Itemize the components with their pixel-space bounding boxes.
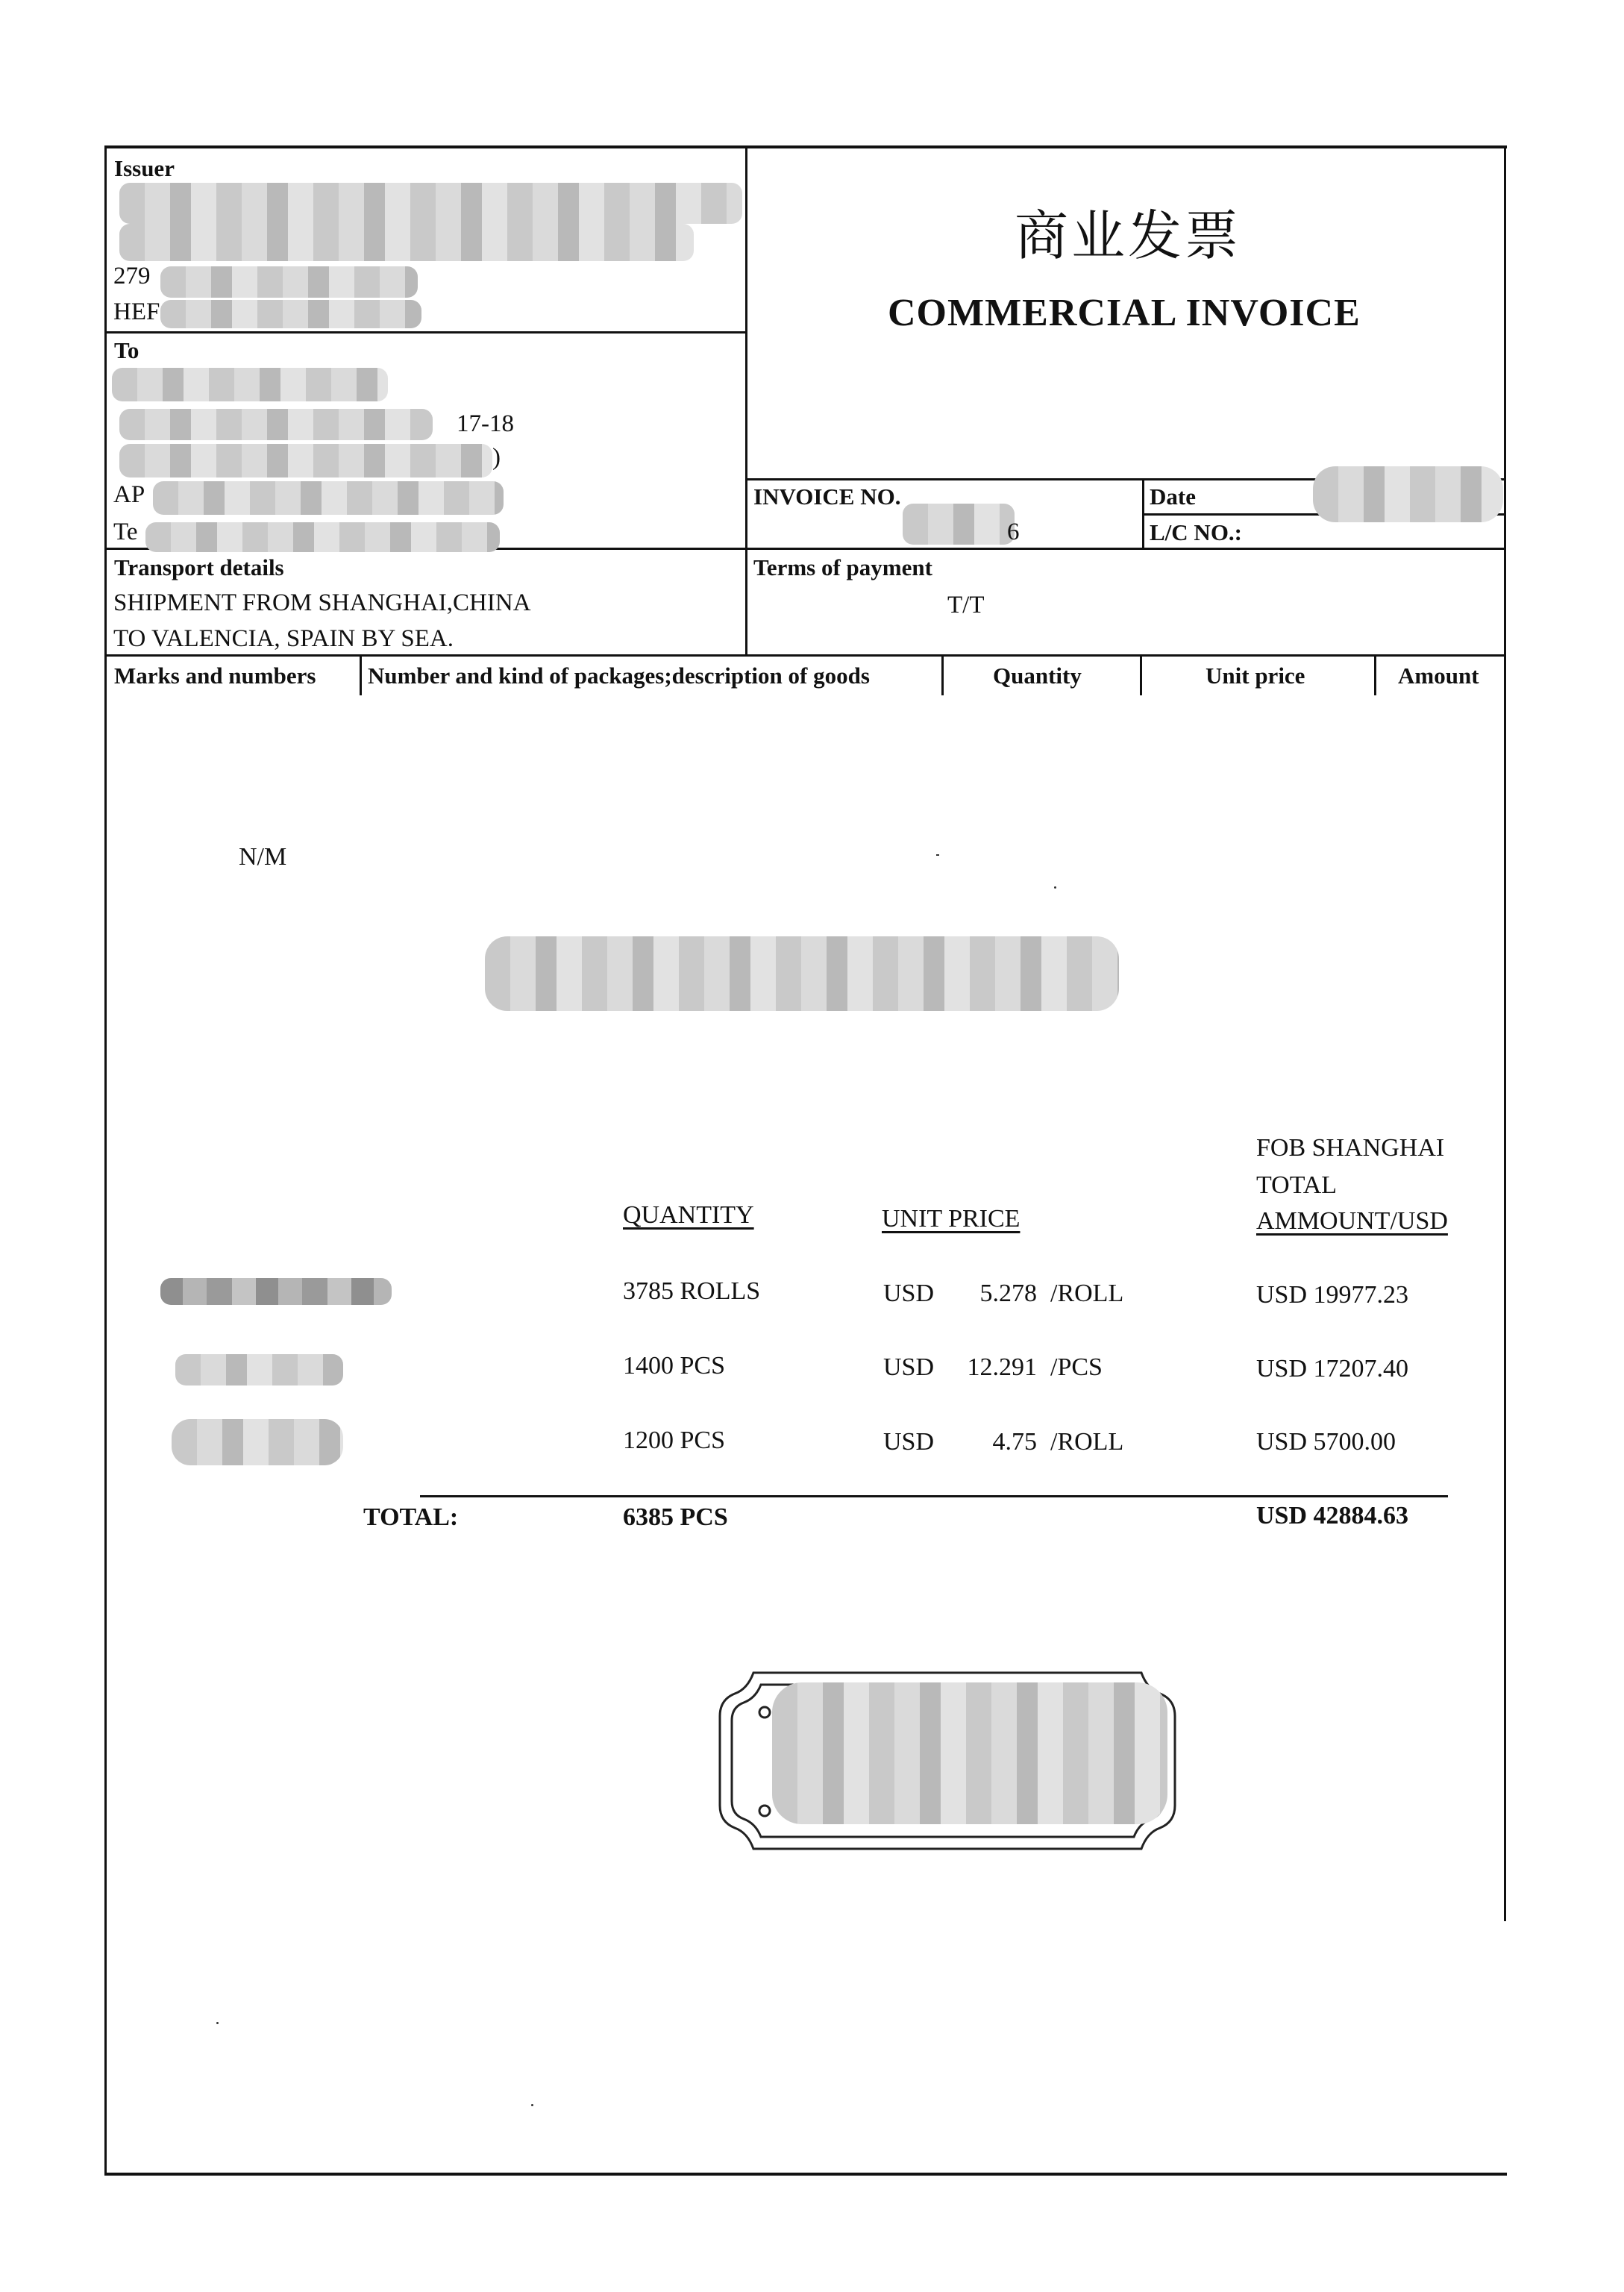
issuer-name-redacted xyxy=(119,183,742,224)
col-unit-price: Unit price xyxy=(1206,663,1305,689)
date-redacted xyxy=(1313,466,1503,522)
item-2-amount: USD 17207.40 xyxy=(1256,1355,1409,1383)
item-2-unit: /PCS xyxy=(1050,1353,1103,1381)
payment-value: T/T xyxy=(947,592,985,619)
issuer-line4-redacted xyxy=(160,300,421,328)
columns-top xyxy=(104,654,1505,657)
item-3-currency: USD xyxy=(883,1428,935,1456)
to-line4-redacted xyxy=(153,481,504,515)
totals-amount: USD 42884.63 xyxy=(1256,1502,1409,1529)
item-1-amount: USD 19977.23 xyxy=(1256,1281,1409,1309)
to-line5-redacted xyxy=(145,522,500,552)
frame-top xyxy=(104,145,1507,148)
lc-no-label: L/C NO.: xyxy=(1150,519,1242,545)
to-line4: AP xyxy=(113,481,145,508)
title-chinese: 商业发票 xyxy=(1015,204,1242,267)
title-english: COMMERCIAL INVOICE xyxy=(888,292,1361,334)
col-amount: Amount xyxy=(1398,663,1479,689)
header-amount-line3: AMMOUNT/USD xyxy=(1256,1207,1448,1235)
item-2-currency: USD xyxy=(883,1353,935,1381)
col-sep-4 xyxy=(1374,657,1376,695)
header-amount-line2: TOTAL xyxy=(1256,1171,1338,1199)
issuer-label: Issuer xyxy=(114,155,175,181)
to-name-redacted xyxy=(112,368,388,401)
totals-quantity: 6385 PCS xyxy=(623,1503,728,1531)
issuer-line3: 279 xyxy=(113,263,151,289)
scan-speck xyxy=(1054,886,1056,889)
item-3-price: 4.75 xyxy=(992,1428,1037,1456)
stamp-text-redacted xyxy=(772,1682,1167,1824)
transport-line2: TO VALENCIA, SPAIN BY SEA. xyxy=(113,625,454,652)
to-line2-redacted xyxy=(119,409,433,440)
to-line3-redacted xyxy=(119,444,492,478)
col-description: Number and kind of packages;description of goods xyxy=(368,663,870,689)
item-1-unit: /ROLL xyxy=(1050,1280,1124,1307)
item-2-price: 12.291 xyxy=(967,1353,1037,1381)
header-amount-line1: FOB SHANGHAI xyxy=(1256,1134,1445,1162)
col-sep-3 xyxy=(1140,657,1142,695)
item-2-name-redacted xyxy=(175,1354,343,1385)
frame-left xyxy=(104,145,107,2175)
header-quantity: QUANTITY xyxy=(623,1201,754,1229)
issuer-line3-redacted xyxy=(160,266,418,298)
date-label: Date xyxy=(1150,483,1196,510)
header-unit-price: UNIT PRICE xyxy=(882,1205,1021,1233)
col-quantity: Quantity xyxy=(993,663,1082,689)
totals-label: TOTAL: xyxy=(363,1503,459,1531)
item-1-currency: USD xyxy=(883,1280,935,1307)
scan-speck xyxy=(216,2022,219,2024)
transport-label: Transport details xyxy=(114,554,284,580)
item-1-price: 5.278 xyxy=(979,1280,1037,1307)
payment-label: Terms of payment xyxy=(753,554,932,580)
transport-line1: SHIPMENT FROM SHANGHAI,CHINA xyxy=(113,589,531,616)
invoice-no-label: INVOICE NO. xyxy=(753,483,901,510)
scan-speck xyxy=(936,854,939,856)
item-1-name-redacted xyxy=(160,1278,392,1305)
frame-bottom xyxy=(104,2173,1507,2176)
item-2-quantity: 1400 PCS xyxy=(623,1352,725,1380)
item-3-quantity: 1200 PCS xyxy=(623,1427,725,1454)
marks-value: N/M xyxy=(239,843,287,871)
item-3-unit: /ROLL xyxy=(1050,1428,1124,1456)
goods-description-redacted xyxy=(485,936,1119,1011)
col-marks: Marks and numbers xyxy=(114,663,316,689)
frame-right xyxy=(1504,145,1506,1921)
invoice-no-redacted xyxy=(903,504,1015,545)
issuer-line4: HEF xyxy=(113,298,160,325)
col-sep-2 xyxy=(941,657,944,695)
to-line3-tail: ) xyxy=(492,444,501,471)
header-divider xyxy=(745,145,747,657)
item-1-quantity: 3785 ROLLS xyxy=(623,1277,761,1305)
stamp-dot-top-left xyxy=(759,1707,770,1718)
issuer-bottom xyxy=(104,331,746,334)
scan-speck xyxy=(531,2104,533,2106)
item-3-amount: USD 5700.00 xyxy=(1256,1428,1396,1456)
stamp-dot-bottom-left xyxy=(759,1806,770,1816)
to-line2-tail: 17-18 xyxy=(457,410,514,437)
issuer-address-redacted xyxy=(119,224,694,261)
invoice-no-tail: 6 xyxy=(1007,519,1020,545)
to-line5: Te xyxy=(113,519,138,545)
item-3-name-redacted xyxy=(172,1419,343,1465)
to-label: To xyxy=(114,337,139,363)
col-sep-1 xyxy=(360,657,362,695)
totals-rule xyxy=(420,1495,1448,1497)
